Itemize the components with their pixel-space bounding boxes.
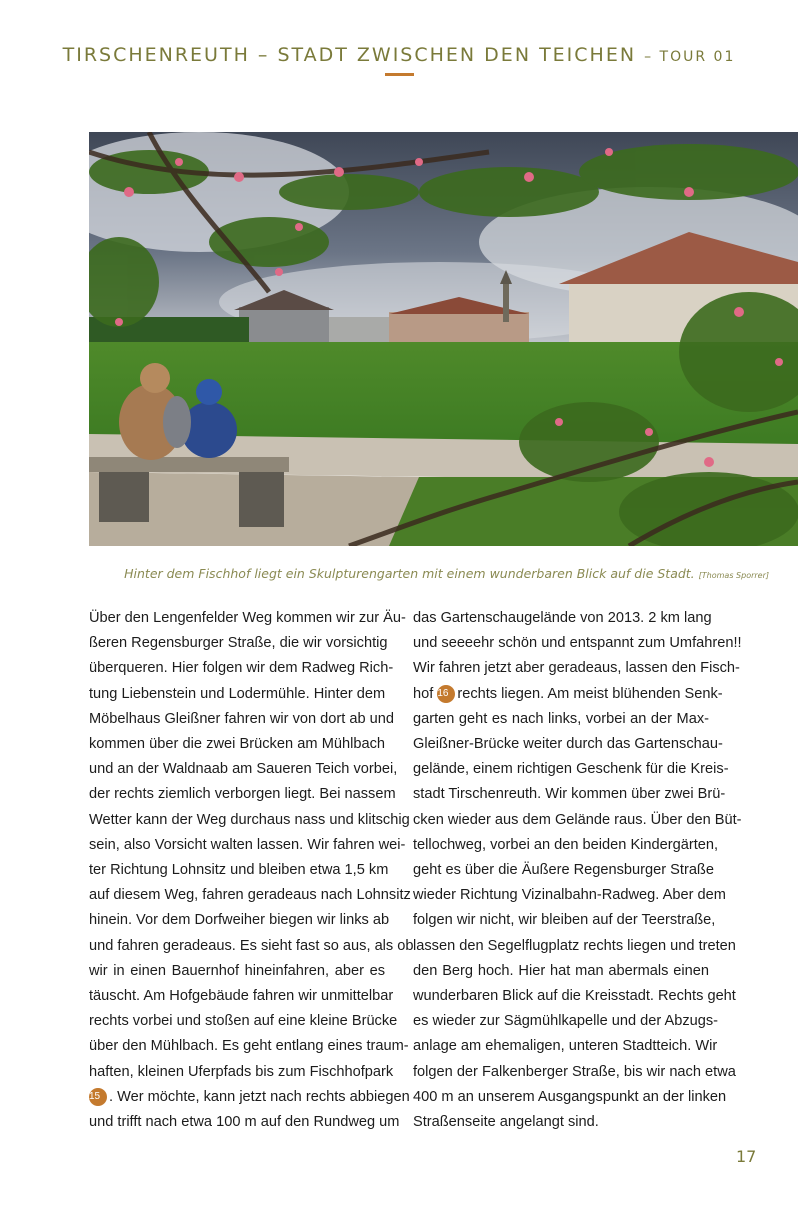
header-accent-rule [385,73,414,76]
text-line: wir in einen Bauernhof hineinfahren, aber es [89,962,385,979]
text-line: sein, also Vorsicht walten lassen. Wir fahren wei- [89,836,406,853]
text-line: Wir fahren jetzt aber geradeaus, lassen den Fisch- [413,660,740,677]
text-line: Gleißner-Brücke weiter durch das Gartenschau- [413,736,723,753]
text-line: Straßenseite angelangt sind. [413,1114,599,1131]
text-line: über den Mühlbach. Es geht entlang eines traum- [89,1038,409,1055]
photo-credit: [Thomas Sporrer] [698,571,769,580]
text-line: tellochweg, vorbei an den beiden Kindergärten, [413,836,719,853]
text-line: und seeeehr schön und entspannt zum Umfahren!! [413,635,742,652]
text-line: haften, kleinen Uferpfads bis zum Fischhofpark [89,1063,394,1080]
text-line: folgen wir nicht, wir bleiben auf der Teerstraße, [413,912,716,929]
text-line: gelände, einem richtigen Geschenk für die Kreis- [413,761,729,778]
header-tour-label: – TOUR 01 [644,49,736,65]
text-line: cken wieder aus dem Gelände raus. Über den Büt- [413,811,742,828]
park-photo [89,132,798,546]
caption-text: Hinter dem Fischhof liegt ein Skulpturengarten mit einem wunderbaren Blick auf die Stadt. [124,566,695,581]
text-line: hinein. Vor dem Dorfweiher biegen wir links ab [89,912,390,929]
text-line: lassen den Segelflugplatz rechts liegen und treten [413,937,736,954]
header-title: TIRSCHENREUTH – STADT ZWISCHEN DEN TEICHEN [62,44,637,66]
text-line: ßeren Regensburger Straße, die wir vorsichtig [89,635,388,652]
text-line: ter Richtung Lohnsitz und bleiben etwa 1,5 km [89,862,389,879]
text-line: und trifft nach etwa 100 m auf den Rundweg um [89,1114,400,1131]
text-line: wieder Richtung Vizinalbahn-Radweg. Aber dem [413,887,726,904]
text-line: Wetter kann der Weg durchaus nass und klitschig [89,811,410,828]
text-line: 400 m an unserem Ausgangspunkt an der linken [413,1088,727,1105]
text-line: kommen über die zwei Brücken am Mühlbach [89,736,385,753]
text-fragment: rechts liegen. Am meist blühenden Senk- [457,685,723,702]
page-number: 17 [736,1147,757,1166]
text-line: garten geht es nach links, vorbei an der Max- [413,710,709,727]
waypoint-marker-16: 16 [437,685,455,703]
text-line: auf diesem Weg, fahren geradeaus nach Lohnsitz [89,887,411,904]
text-line: der rechts ziemlich verborgen liegt. Bei nassem [89,786,396,803]
running-header [0,44,798,66]
text-line: geht es über die Äußere Regensburger Straße [413,862,714,879]
text-line: es wieder zur Sägmühlkapelle und der Abzugs- [413,1013,719,1030]
text-fragment: . Wer möchte, kann jetzt nach rechts abbiegen [109,1088,410,1105]
text-line: Möbelhaus Gleißner fahren wir von dort ab und [89,710,395,727]
text-column-left [89,606,414,1135]
text-line: wunderbaren Blick auf die Kreisstadt. Rechts geht [413,988,736,1005]
text-line: und an der Waldnaab am Saueren Teich vorbei, [89,761,398,778]
text-line-with-marker [413,682,723,707]
text-line: stadt Tirschenreuth. Wir kommen über zwei Brü- [413,786,726,803]
photo-caption [89,566,769,581]
text-fragment: hof [413,685,434,702]
text-line: und fahren geradeaus. Es sieht fast so aus, als ob [89,937,414,954]
text-line: Über den Lengenfelder Weg kommen wir zur Äu- [89,610,406,626]
text-line: folgen der Falkenberger Straße, bis wir nach etwa [413,1063,736,1080]
text-line: überqueren. Hier folgen wir dem Radweg Rich- [89,660,394,677]
text-line-with-marker [89,1085,410,1110]
text-line: tung Liebenstein und Lodermühle. Hinter dem [89,685,386,702]
text-line: täuscht. Am Hofgebäude fahren wir unmittelbar [89,988,394,1005]
text-line: das Gartenschaugelände von 2013. 2 km lang [413,610,712,626]
text-line: den Berg hoch. Hier hat man abermals einen [413,962,709,979]
text-line: rechts vorbei und stoßen auf eine kleine Brücke [89,1013,398,1030]
waypoint-marker-15: 15 [89,1088,107,1106]
text-column-right [413,606,742,1135]
text-line: anlage am ehemaligen, unteren Stadtteich. Wir [413,1038,718,1055]
